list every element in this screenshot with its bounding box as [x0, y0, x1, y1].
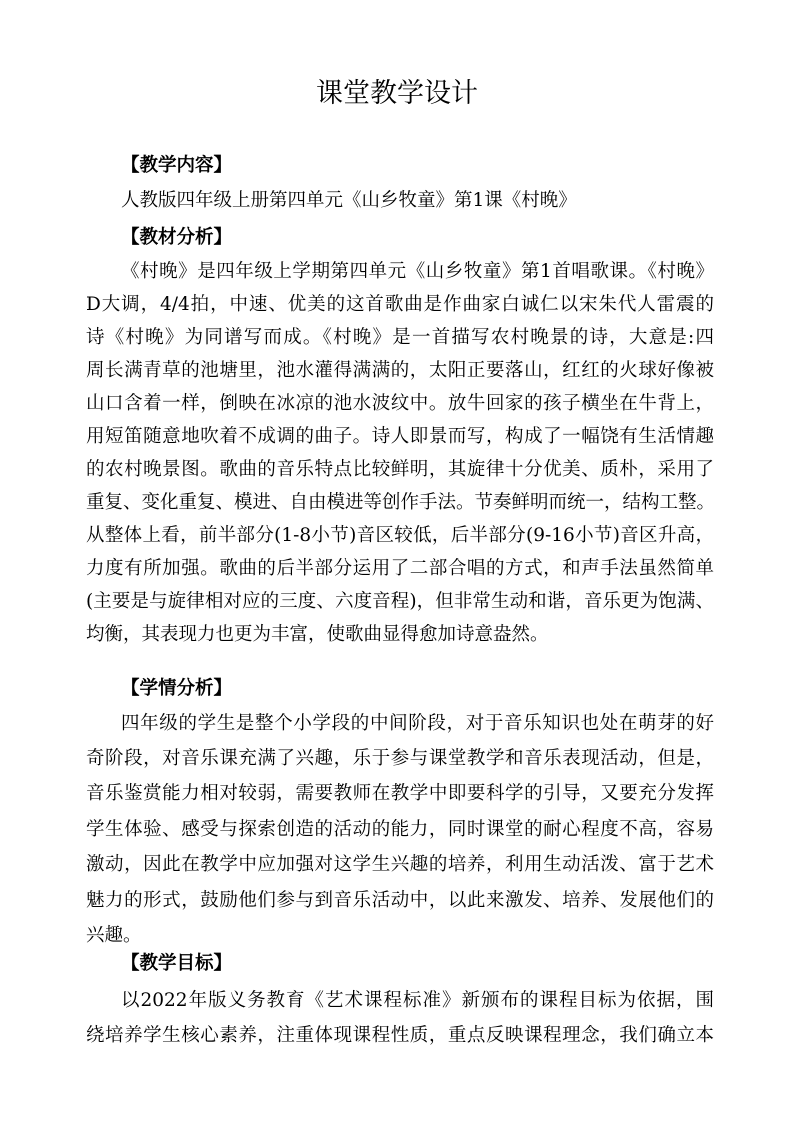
paragraph-line: 四年级的学生是整个小学段的中间阶段，对于音乐知识也处在萌芽的好 — [121, 713, 714, 734]
paragraph-line: 周长满青草的池塘里，池水灌得满满的，太阳正要落山，红红的火球好像被 — [86, 360, 714, 381]
paragraph-line: 以2022年版义务教育《艺术课程标准》新颁布的课程目标为依据，围 — [121, 990, 714, 1011]
paragraph-line: 的农村晚景图。歌曲的音乐特点比较鲜明，其旋律十分优美、质朴，采用了 — [86, 459, 714, 480]
paragraph-line: 激动，因此在教学中应加强对这学生兴趣的培养，利用生动活泼、富于艺术 — [86, 854, 714, 875]
paragraph-line: D大调，4/4拍，中速、优美的这首歌曲是作曲家白诚仁以宋朱代人雷震的 — [86, 294, 714, 315]
section-heading-content: 【教学内容】 — [121, 155, 233, 176]
section-heading-students: 【学情分析】 — [121, 678, 233, 699]
paragraph-line: 用短笛随意地吹着不成调的曲子。诗人即景而写，构成了一幅饶有生活情趣 — [86, 426, 714, 447]
page-title: 课堂教学设计 — [316, 78, 478, 109]
paragraph-line: 魅力的形式，鼓励他们参与到音乐活动中，以此来激发、培养、发展他们的 — [86, 890, 714, 911]
paragraph-line: 诗《村晚》为同谱写而成。《村晚》是一首描写农村晚景的诗，大意是:四 — [86, 327, 714, 348]
section-heading-goals: 【教学目标】 — [121, 953, 233, 974]
paragraph-line: 均衡，其表现力也更为丰富，使歌曲显得愈加诗意盎然。 — [86, 624, 549, 645]
paragraph-line: 音乐鉴赏能力相对较弱，需要教师在教学中即要科学的引导，又要充分发挥 — [86, 783, 714, 804]
paragraph-line: (主要是与旋律相对应的三度、六度音程)，但非常生动和谐，音乐更为饱满、 — [86, 591, 714, 612]
paragraph-line: 力度有所加强。歌曲的后半部分运用了二部合唱的方式，和声手法虽然简单 — [86, 558, 714, 579]
paragraph-line: 山口含着一样，倒映在冰凉的池水波纹中。放牛回家的孩子横坐在牛背上， — [86, 393, 714, 414]
paragraph-line: 学生体验、感受与探索创造的活动的能力，同时课堂的耐心程度不高，容易 — [86, 819, 714, 840]
paragraph-line: 绕培养学生核心素养，注重体现课程性质，重点反映课程理念，我们确立本 — [86, 1025, 714, 1046]
section-heading-material: 【教材分析】 — [121, 227, 233, 248]
content-text: 人教版四年级上册第四单元《山乡牧童》第1课《村晚》 — [121, 190, 577, 211]
paragraph-line: 重复、变化重复、模进、自由模进等创作手法。节奏鲜明而统一，结构工整。 — [86, 492, 716, 513]
paragraph-line: 奇阶段，对音乐课充满了兴趣，乐于参与课堂教学和音乐表现活动，但是， — [86, 748, 714, 769]
paragraph-line: 从整体上看，前半部分(1-8小节)音区较低，后半部分(9-16小节)音区升高， — [86, 525, 714, 546]
paragraph-line: 《村晚》是四年级上学期第四单元《山乡牧童》第1首唱歌课。《村晚》 — [121, 261, 714, 282]
paragraph-line: 兴趣。 — [86, 925, 142, 946]
